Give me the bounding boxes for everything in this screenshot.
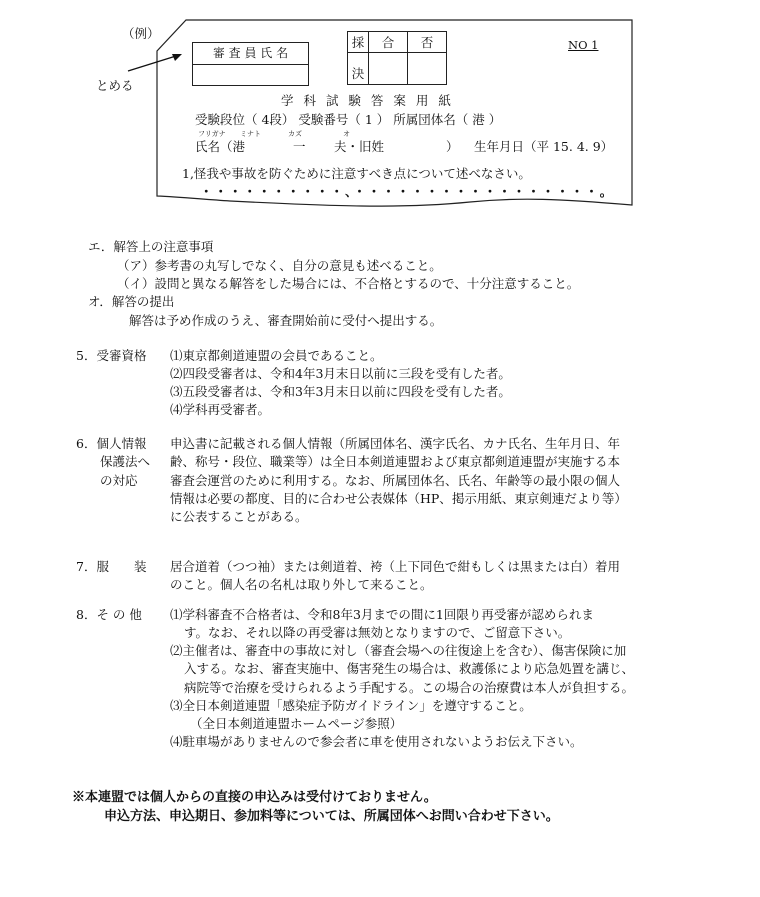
sheet-name-given: 一 [293, 139, 306, 154]
section-8-line: す。なお、それ以降の再受審は無効となりますので、ご留意下さい。 [184, 625, 571, 640]
section-7-line: のこと。個人名の名札は取り外して来ること。 [170, 577, 433, 592]
section-5-item: ⑶五段受審者は、令和3年3月末日以前に四段を受有した者。 [170, 384, 511, 399]
sheet-name-label: 氏名（港 [195, 139, 246, 154]
section-8-line: 病院等で治療を受けられるよう手配する。この場合の治療費は本人が負担する。 [184, 680, 635, 695]
section-6-label: の対応 [100, 473, 138, 488]
examiner-name-box [192, 42, 309, 86]
section-6-line: 齢、称号・段位、職業等）は全日本剣道連盟および東京都剣道連盟が実施する本 [170, 454, 621, 469]
section-5-item: ⑴東京都剣道連盟の会員であること。 [170, 348, 383, 363]
section-7-label: 7．服 装 [76, 559, 147, 574]
section-6-label: 6．個人情報 [76, 436, 147, 451]
footer-instruction: 申込方法、申込期日、参加料等については、所属団体へお問い合わせ下さい。 [104, 809, 559, 824]
note-e-heading: エ．解答上の注意事項 [88, 239, 214, 254]
furigana-3: カズ [288, 130, 302, 138]
furigana-4: オ [343, 130, 350, 138]
staple-label: とめる [96, 78, 134, 93]
note-o-heading: オ．解答の提出 [88, 294, 175, 309]
decision-fail-cell [408, 53, 447, 85]
decision-adopt: 採 [348, 32, 369, 53]
sheet-question: 1,怪我や事故を防ぐために注意すべき点について述べなさい。 [182, 166, 531, 181]
decision-decide: 決 [348, 53, 369, 85]
section-8-line: ⑶全日本剣道連盟「感染症予防ガイドライン」を遵守すること。 [170, 698, 532, 713]
section-8-line: ⑴学科審査不合格者は、令和8年3月までの間に1回限り再受審が認められま [170, 607, 594, 622]
section-5-item: ⑷学科再受審者。 [170, 402, 271, 417]
section-8-line: 入する。なお、審査実施中、傷害発生の場合は、救護係により応急処置を講じ、 [184, 661, 635, 676]
note-e-i: （イ）設問と異なる解答をした場合には、不合格とするので、十分注意すること。 [117, 276, 580, 291]
decision-fail: 否 [408, 32, 447, 53]
decision-pass: 合 [369, 32, 408, 53]
sheet-answer-dots: ・・・・・・・・・・、・・・・・・・・・・・・・・・・・。 [200, 184, 615, 199]
sheet-number: NO 1 [568, 38, 599, 52]
sheet-birthdate: 生年月日（平 15. 4. 9） [474, 139, 614, 154]
note-e-a: （ア）参考書の丸写しでなく、自分の意見も述べること。 [117, 258, 442, 273]
examiner-name-label: 審 査 員 氏 名 [193, 43, 308, 65]
section-8-label: 8．そ の 他 [76, 607, 142, 622]
footer-notice: ※本連盟では個人からの直接の申込みは受付けておりません。 [72, 790, 437, 805]
furigana-2: ミナト [240, 130, 261, 138]
section-6-line: 申込書に記載される個人情報（所属団体名、漢字氏名、カナ氏名、生年月日、年 [170, 436, 621, 451]
sheet-name-close: ） [446, 139, 459, 154]
sheet-name-rest: 夫・旧姓 [334, 139, 385, 154]
sheet-line-rank: 受験段位（ 4段） 受験番号（ 1 ） 所属団体名（ 港 ） [195, 112, 502, 127]
section-6-line: に公表することがある。 [170, 509, 308, 524]
section-5-label: 5．受審資格 [76, 348, 147, 363]
section-8-line: ⑷駐車場がありませんので参会者に車を使用されないようお伝え下さい。 [170, 734, 583, 749]
section-6-line: 審査会運営のために利用する。なお、所属団体名、氏名、年齢等の最小限の個人 [170, 473, 621, 488]
section-6-line: 情報は必要の都度、目的に合わせ公表媒体（HP、掲示用紙、東京剣連だより等） [170, 491, 627, 506]
section-5-item: ⑵四段受審者は、令和4年3月末日以前に三段を受有した者。 [170, 366, 511, 381]
section-8-line: ⑵主催者は、審査中の事故に対し（審査会場への往復途上を含む）、傷害保険に加 [170, 643, 627, 658]
note-o-text: 解答は予め作成のうえ、審査開始前に受付へ提出する。 [129, 313, 443, 328]
decision-grid [347, 31, 447, 85]
furigana-1: フリガナ [198, 130, 226, 138]
sheet-title: 学 科 試 験 答 案 用 紙 [281, 93, 454, 108]
section-7-line: 居合道着（つつ袖）または剣道着、袴（上下同色で紺もしくは黒または白）着用 [170, 559, 621, 574]
decision-pass-cell [369, 53, 408, 85]
section-6-label: 保護法へ [100, 454, 151, 469]
section-8-line: （全日本剣道連盟ホームページ参照） [190, 716, 403, 731]
example-label: （例） [122, 26, 160, 41]
